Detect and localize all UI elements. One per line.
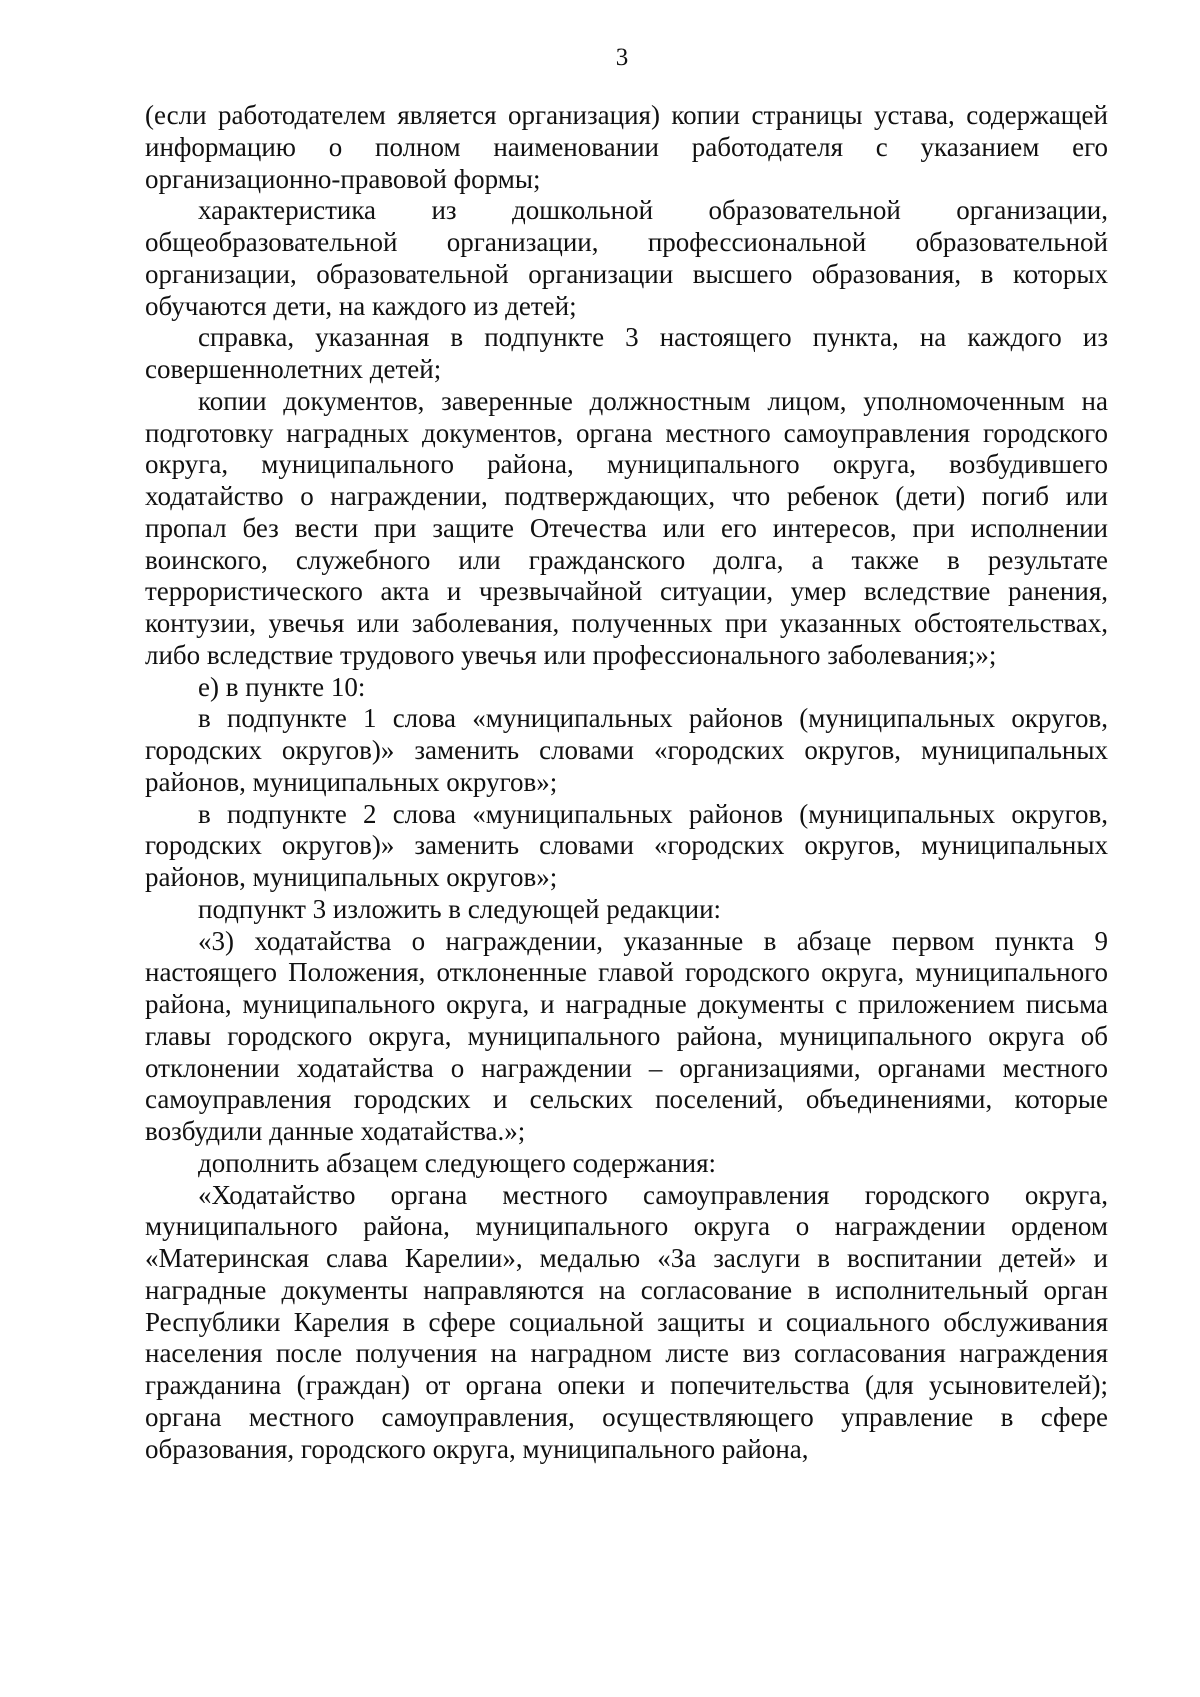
document-body <box>145 100 1108 1465</box>
paragraph-add-intro: дополнить абзацем следующего содержания: <box>198 1147 717 1178</box>
paragraph-charter-copy: (если работодателем является организация) копии страницы устава, содержащей информацию о полном наименовании работодателя с указанием его организационно-правовой формы; <box>145 100 1108 194</box>
paragraph-certificate: справка, указанная в подпункте 3 настоящего пункта, на каждого из совершеннолетних детей; <box>145 322 1108 384</box>
paragraph-characteristics: характеристика из дошкольной образовательной организации, общеобразовательной организации, профессиональной образовательной организации, образовательной организации высшего образования, в которых обучаются дети, на каждого из детей; <box>145 195 1108 321</box>
paragraph-petition: «Ходатайство органа местного самоуправления городского округа, муниципального района, муниципального округа о награждении орденом «Материнская слава Карелии», медалью «За заслуги в воспитании детей» и наградные документы направляются на согласование в исполнительный орган Республики Карелия в сфере социальной защиты и социального обслуживания населения после получения на наградном листе виз согласования награждения гражданина (граждан) от органа опеки и попечительства (для усыновителей); органа местного самоуправления, осуществляющего управление в сфере образования, городского округа, муниципального района, <box>145 1179 1108 1464</box>
paragraph-subitem-3-intro: подпункт 3 изложить в следующей редакции: <box>198 893 722 924</box>
paragraph-document-copies: копии документов, заверенные должностным лицом, уполномоченным на подготовку наградных документов, органа местного самоуправления городского округа, муниципального района, муниципального округа, возбудившего ходатайство о награждении, подтверждающих, что ребенок (дети) погиб или пропал без вести при защите Отечества или его интересов, при исполнении воинского, служебного или гражданского долга, а также в результате террористического акта и чрезвычайной ситуации, умер вследствие ранения, контузии, увечья или заболевания, полученных при указанных обстоятельствах, либо вследствие трудового увечья или профессионального заболевания;»; <box>145 385 1108 670</box>
paragraph-subitem-3-text: «3) ходатайства о награждении, указанные в абзаце первом пункта 9 настоящего Положения, отклоненные главой городского округа, муниципального района, муниципального округа, и наградные документы с приложением письма главы городского округа, муниципального района, муниципального округа об отклонении ходатайства о награждении – организациями, органами местного самоуправления городских и сельских поселений, объединениями, которые возбудили данные ходатайства.»; <box>145 925 1108 1146</box>
paragraph-item-10: е) в пункте 10: <box>198 671 366 702</box>
paragraph-subitem-1: в подпункте 1 слова «муниципальных районов (муниципальных округов, городских округов)» заменить словами «городских округов, муниципальных районов, муниципальных округов»; <box>145 703 1108 797</box>
page-number: 3 <box>615 44 629 71</box>
paragraph-subitem-2: в подпункте 2 слова «муниципальных районов (муниципальных округов, городских округов)» заменить словами «городских округов, муниципальных районов, муниципальных округов»; <box>145 798 1108 892</box>
